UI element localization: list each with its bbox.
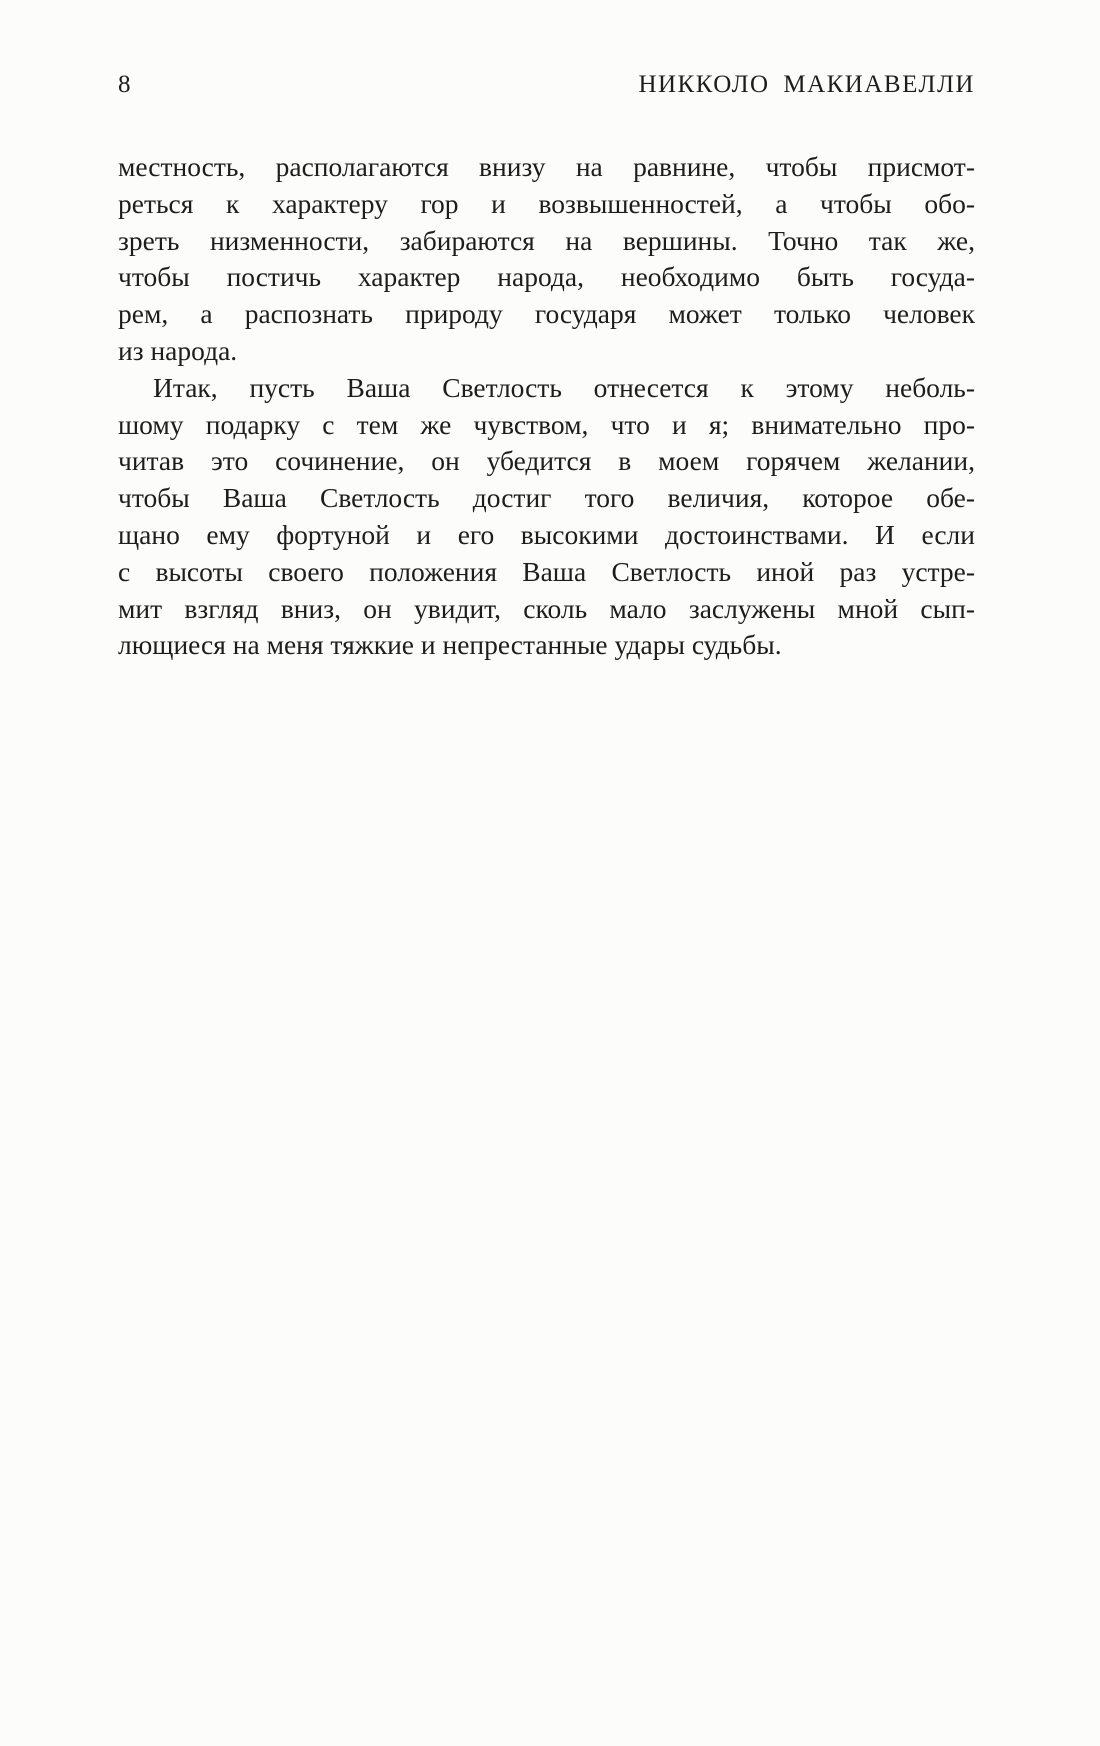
text-line: зреть низменности, забираются на вершины. Точно так же, [118, 224, 975, 256]
paragraph [118, 370, 975, 664]
text-line: читав это сочинение, он убедится в моем горячем желании, [118, 445, 975, 477]
text-line: реться к характеру гор и возвышенностей, а чтобы обо- [118, 187, 975, 219]
text-line: с высоты своего положения Ваша Светлость иной раз устре- [118, 555, 975, 587]
text-line: чтобы Ваша Светлость достиг того величия, которое обе- [118, 482, 975, 514]
text-line: мит взгляд вниз, он увидит, сколь мало заслужены мной сып- [118, 592, 975, 624]
page-body [118, 149, 975, 664]
text-line: из народа. [118, 334, 238, 366]
text-line: Итак, пусть Ваша Светлость отнесется к этому неболь- [153, 371, 975, 403]
text-line: чтобы постичь характер народа, необходимо быть госуда- [118, 261, 975, 293]
text-line: местность, располагаются внизу на равнине, чтобы присмот- [118, 151, 975, 182]
page-number: 8 [118, 71, 131, 98]
paragraph [118, 149, 975, 370]
running-header [118, 70, 975, 100]
text-line: шому подарку с тем же чувством, что и я; внимательно про- [118, 408, 975, 440]
text-line: лющиеся на меня тяжкие и непрестанные удары судьбы. [118, 629, 782, 661]
running-header-author: НИККОЛО МАКИАВЕЛЛИ [638, 71, 975, 98]
text-line: рем, а распознать природу государя может только человек [118, 298, 975, 330]
text-line: щано ему фортуной и его высокими достоинствами. И если [118, 518, 975, 550]
